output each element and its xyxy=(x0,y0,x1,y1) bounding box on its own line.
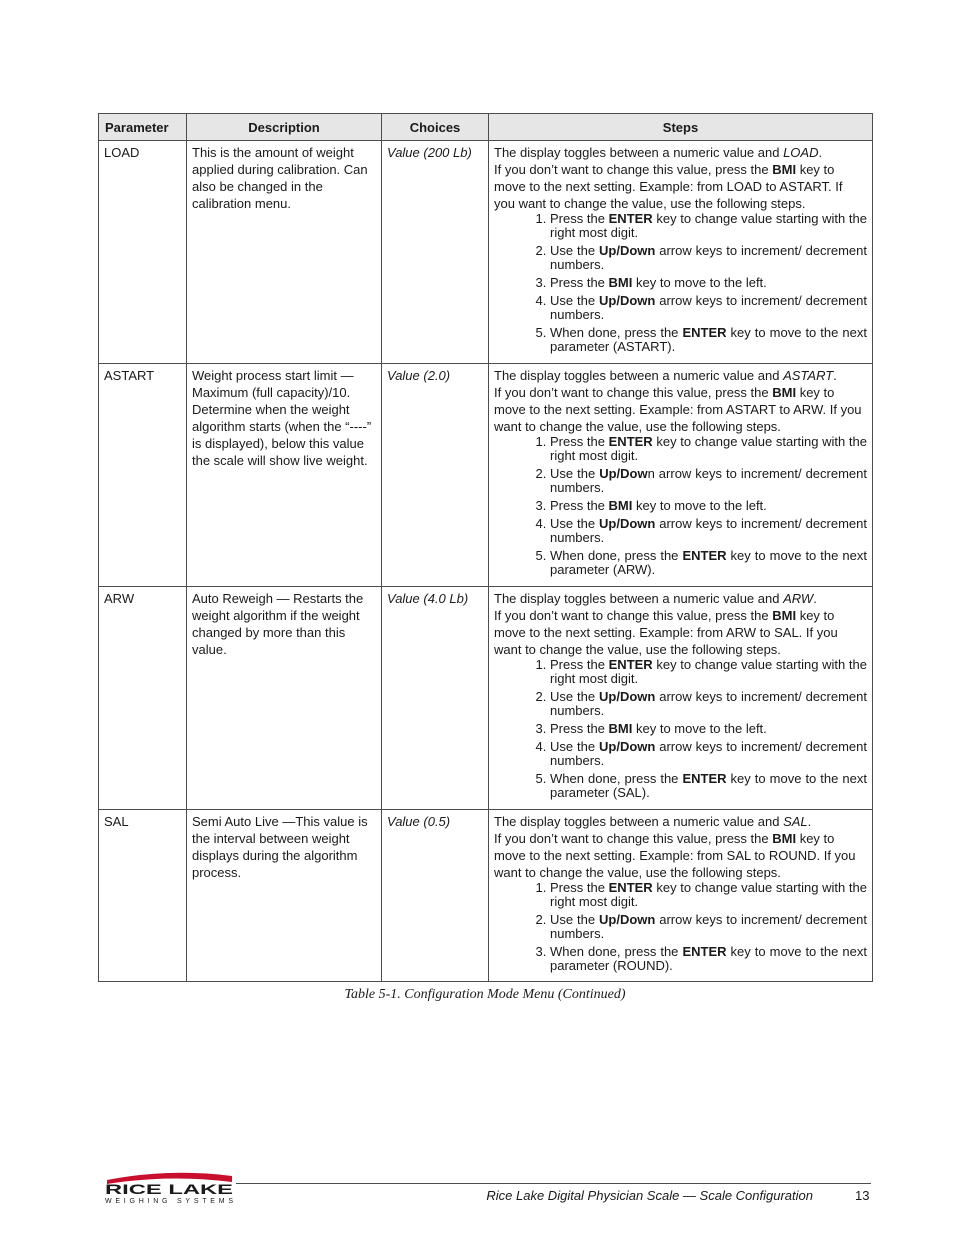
step-post: arrow keys to increment/ decrement numbers. xyxy=(550,739,868,768)
choices-cell: Value (0.5) xyxy=(382,810,489,982)
table-row xyxy=(99,810,873,982)
step-item xyxy=(550,549,867,577)
step-item xyxy=(550,517,867,545)
steps-cell xyxy=(489,587,873,810)
intro-suffix: . xyxy=(833,368,837,383)
table-row xyxy=(99,364,873,587)
logo-sub-text: WEIGHING SYSTEMS xyxy=(105,1198,233,1205)
step-key: Up/Down xyxy=(599,739,656,754)
table-row xyxy=(99,141,873,364)
step-post: n arrow keys to increment/ decrement numbers. xyxy=(550,466,867,495)
step-item xyxy=(550,945,867,973)
step-key: BMI xyxy=(608,721,633,736)
table-body xyxy=(99,141,873,982)
footer-title: Rice Lake Digital Physician Scale — Scale Configuration xyxy=(486,1188,813,1203)
page-number: 13 xyxy=(855,1188,870,1203)
step-key: Up/Down xyxy=(599,516,656,531)
intro-parameter-name: ASTART xyxy=(783,368,834,383)
step-post: arrow keys to increment/ decrement numbers. xyxy=(550,516,868,545)
step-pre: When done, press the xyxy=(550,548,683,563)
intro-parameter-name: SAL xyxy=(783,814,808,829)
step-key: ENTER xyxy=(682,325,727,340)
steps-intro xyxy=(494,813,867,830)
skip-suffix: key to move to the next setting. Example: from LOAD to ASTART. If you want to change the value, use the following steps. xyxy=(494,162,843,211)
skip-prefix: If you don’t want to change this value, press the xyxy=(494,385,773,400)
intro-prefix: The display toggles between a numeric value and xyxy=(494,368,784,383)
skip-key: BMI xyxy=(772,162,797,177)
skip-prefix: If you don’t want to change this value, press the xyxy=(494,608,773,623)
steps-intro xyxy=(494,367,867,384)
step-item xyxy=(550,244,867,272)
intro-prefix: The display toggles between a numeric value and xyxy=(494,145,784,160)
step-key: ENTER xyxy=(608,880,653,895)
steps-list xyxy=(494,212,867,354)
step-post: arrow keys to increment/ decrement numbers. xyxy=(550,243,868,272)
step-key: BMI xyxy=(608,275,633,290)
step-key: ENTER xyxy=(608,657,653,672)
step-key: ENTER xyxy=(608,434,653,449)
skip-key: BMI xyxy=(772,608,797,623)
step-post: key to change value starting with the right most digit. xyxy=(550,211,867,240)
intro-suffix: . xyxy=(813,591,817,606)
steps-cell xyxy=(489,141,873,364)
step-pre: Press the xyxy=(550,211,609,226)
intro-parameter-name: LOAD xyxy=(783,145,819,160)
header-steps: Steps xyxy=(489,114,873,141)
step-key: ENTER xyxy=(682,944,727,959)
step-item xyxy=(550,772,867,800)
step-key: Up/Down xyxy=(599,293,656,308)
step-pre: Use the xyxy=(550,243,599,258)
step-post: key to move to the left. xyxy=(632,275,767,290)
skip-key: BMI xyxy=(772,831,797,846)
step-pre: Use the xyxy=(550,293,599,308)
step-key: ENTER xyxy=(682,771,727,786)
step-item xyxy=(550,294,867,322)
parameter-cell: ARW xyxy=(99,587,187,810)
intro-suffix: . xyxy=(807,814,812,829)
table-header-row xyxy=(99,114,873,141)
step-post: key to change value starting with the right most digit. xyxy=(550,434,867,463)
intro-suffix: . xyxy=(818,145,823,160)
footer-rule xyxy=(236,1183,871,1184)
parameter-cell: ASTART xyxy=(99,364,187,587)
step-key: ENTER xyxy=(682,548,727,563)
step-key: Up/Dow xyxy=(599,466,648,481)
step-post: key to move to the next parameter (ASTART). xyxy=(550,325,867,354)
choices-cell: Value (2.0) xyxy=(382,364,489,587)
step-item xyxy=(550,212,867,240)
steps-skip-note xyxy=(494,384,867,435)
choices-cell: Value (4.0 Lb) xyxy=(382,587,489,810)
table-caption: Table 5-1. Configuration Mode Menu (Continued) xyxy=(344,987,626,1002)
step-item xyxy=(550,326,867,354)
description-cell: Auto Reweigh — Restarts the weight algorithm if the weight changed by more than this value. xyxy=(187,587,382,810)
header-description: Description xyxy=(187,114,382,141)
step-key: ENTER xyxy=(608,211,653,226)
step-item xyxy=(550,658,867,686)
steps-list xyxy=(494,435,867,577)
step-key: BMI xyxy=(608,498,633,513)
step-item xyxy=(550,467,867,495)
steps-cell xyxy=(489,364,873,587)
step-pre: Press the xyxy=(550,880,609,895)
intro-prefix: The display toggles between a numeric value and xyxy=(494,591,784,606)
description-cell: Weight process start limit — Maximum (full capacity)/10. Determine when the weight algorithm starts (when the “----” is displayed), below this value the scale will show live weight. xyxy=(187,364,382,587)
step-item xyxy=(550,913,867,941)
intro-parameter-name: ARW xyxy=(783,591,814,606)
header-choices: Choices xyxy=(382,114,489,141)
step-item xyxy=(550,276,867,290)
skip-suffix: key to move to the next setting. Example: from ASTART to ARW. If you want to change the value, use the following steps. xyxy=(494,385,862,434)
step-pre: Press the xyxy=(550,721,609,736)
intro-prefix: The display toggles between a numeric value and xyxy=(494,814,784,829)
config-table xyxy=(98,113,873,982)
logo-main-text: RICE LAKE xyxy=(105,1181,233,1197)
step-item xyxy=(550,722,867,736)
step-post: arrow keys to increment/ decrement numbers. xyxy=(550,689,868,718)
description-cell: Semi Auto Live —This value is the interval between weight displays during the algorithm process. xyxy=(187,810,382,982)
step-post: key to move to the left. xyxy=(632,498,767,513)
step-item xyxy=(550,881,867,909)
skip-prefix: If you don’t want to change this value, press the xyxy=(494,831,773,846)
skip-suffix: key to move to the next setting. Example: from ARW to SAL. If you want to change the value, use the following steps. xyxy=(494,608,838,657)
choices-cell: Value (200 Lb) xyxy=(382,141,489,364)
step-post: key to change value starting with the right most digit. xyxy=(550,657,867,686)
step-item xyxy=(550,690,867,718)
header-parameter: Parameter xyxy=(99,114,187,141)
skip-suffix: key to move to the next setting. Example: from SAL to ROUND. If you want to change the value, use the following steps. xyxy=(494,831,856,880)
rice-lake-logo xyxy=(103,1170,236,1206)
steps-skip-note xyxy=(494,607,867,658)
step-pre: When done, press the xyxy=(550,325,683,340)
step-post: key to move to the next parameter (SAL). xyxy=(550,771,867,800)
steps-skip-note xyxy=(494,161,867,212)
step-key: Up/Down xyxy=(599,912,656,927)
parameter-cell: LOAD xyxy=(99,141,187,364)
steps-cell xyxy=(489,810,873,982)
step-pre: When done, press the xyxy=(550,771,683,786)
step-pre: Use the xyxy=(550,466,600,481)
skip-key: BMI xyxy=(772,385,797,400)
description-cell: This is the amount of weight applied during calibration. Can also be changed in the calibration menu. xyxy=(187,141,382,364)
step-pre: When done, press the xyxy=(550,944,683,959)
steps-list xyxy=(494,658,867,800)
step-item xyxy=(550,740,867,768)
steps-intro xyxy=(494,590,867,607)
step-post: arrow keys to increment/ decrement numbers. xyxy=(550,912,868,941)
step-item xyxy=(550,435,867,463)
step-key: Up/Down xyxy=(599,243,656,258)
step-pre: Use the xyxy=(550,739,599,754)
step-pre: Press the xyxy=(550,275,609,290)
parameter-cell: SAL xyxy=(99,810,187,982)
step-post: key to change value starting with the right most digit. xyxy=(550,880,867,909)
steps-skip-note xyxy=(494,830,867,881)
skip-prefix: If you don’t want to change this value, press the xyxy=(494,162,773,177)
step-pre: Press the xyxy=(550,657,609,672)
step-pre: Press the xyxy=(550,434,609,449)
step-pre: Use the xyxy=(550,912,599,927)
step-item xyxy=(550,499,867,513)
step-post: arrow keys to increment/ decrement numbers. xyxy=(550,293,868,322)
step-post: key to move to the left. xyxy=(632,721,767,736)
steps-intro xyxy=(494,144,867,161)
step-post: key to move to the next parameter (ARW). xyxy=(550,548,867,577)
table-row xyxy=(99,587,873,810)
step-post: key to move to the next parameter (ROUND). xyxy=(550,944,867,973)
step-pre: Use the xyxy=(550,516,599,531)
steps-list xyxy=(494,881,867,973)
step-pre: Press the xyxy=(550,498,609,513)
step-pre: Use the xyxy=(550,689,599,704)
step-key: Up/Down xyxy=(599,689,656,704)
